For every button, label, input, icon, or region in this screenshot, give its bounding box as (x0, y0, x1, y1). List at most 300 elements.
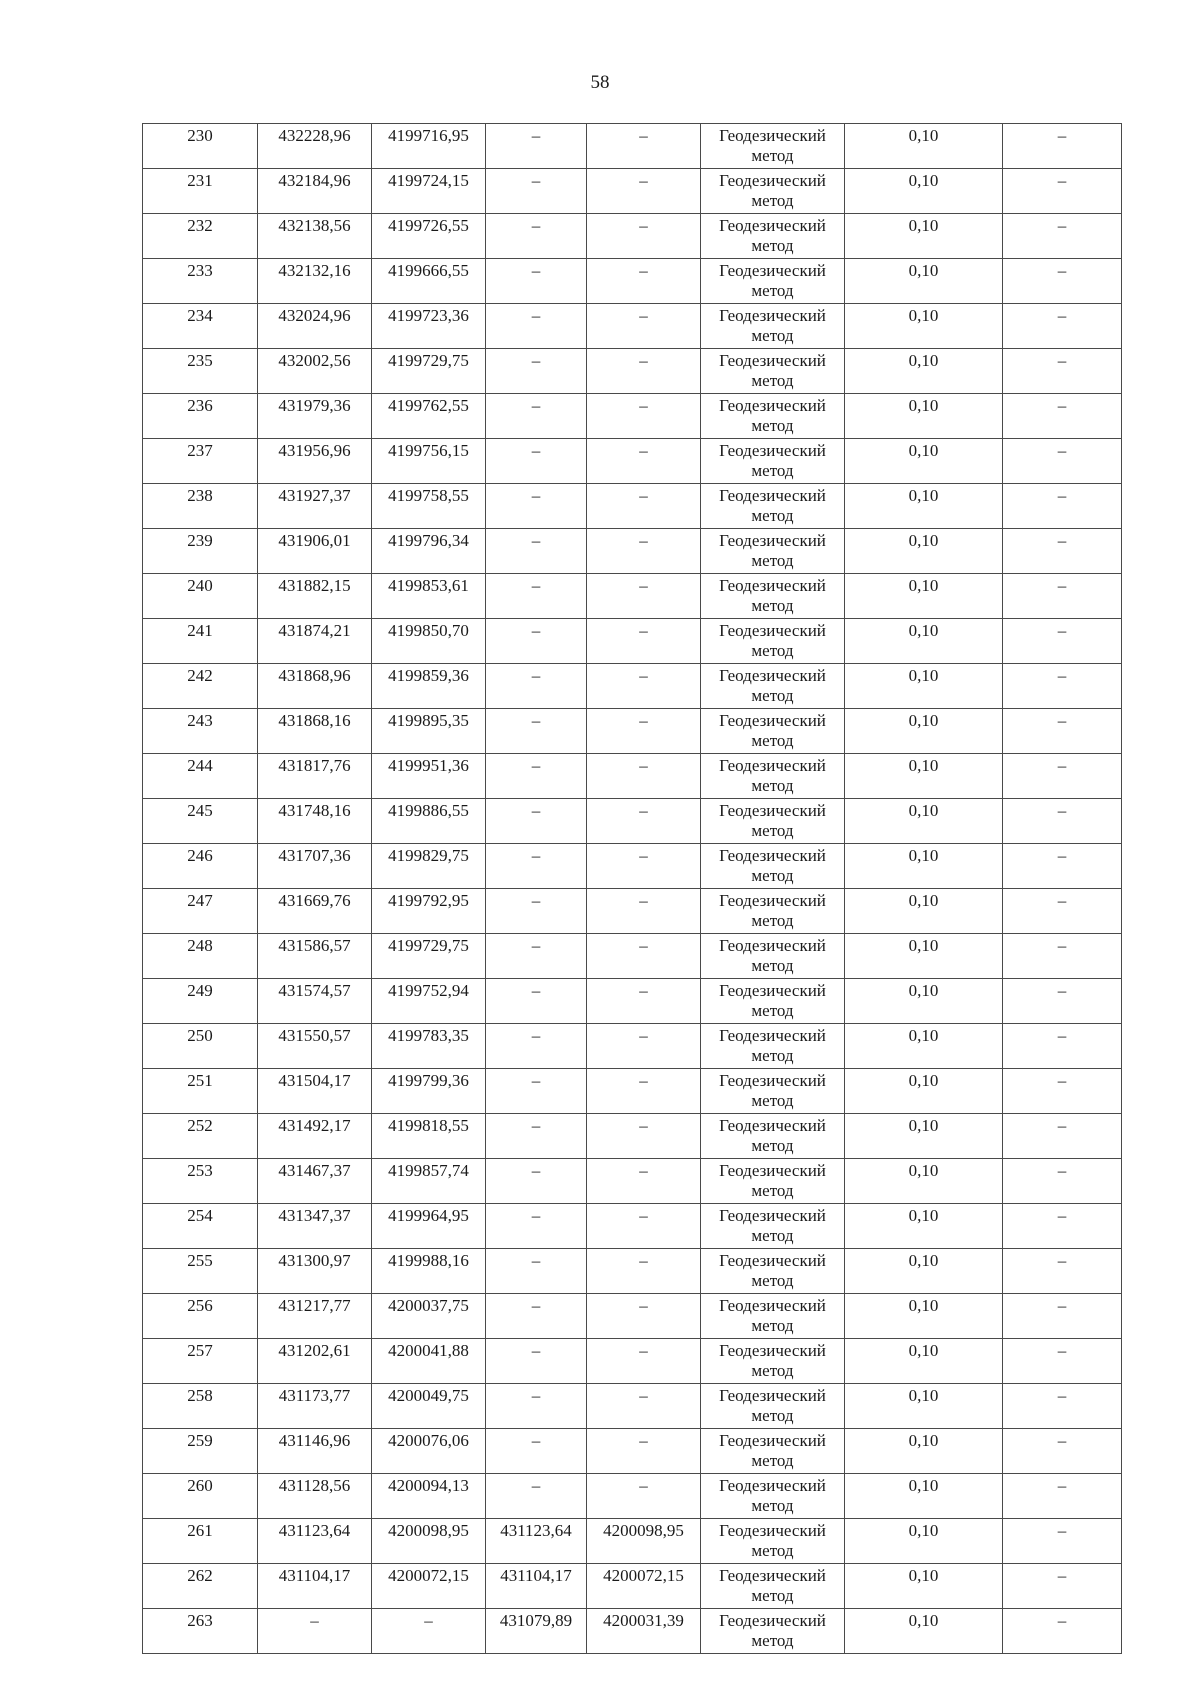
cell-accuracy: 0,10 (845, 754, 1003, 799)
table-row (143, 394, 1122, 439)
cell-x-coordinate-new: – (486, 304, 587, 349)
cell-x-coordinate: 431669,76 (258, 889, 372, 934)
cell-y-coordinate-new: – (587, 934, 701, 979)
table-row (143, 709, 1122, 754)
cell-x-coordinate-new: – (486, 169, 587, 214)
cell-point-number: 255 (143, 1249, 258, 1294)
cell-y-coordinate: 4199859,36 (372, 664, 486, 709)
cell-method: Геодезический метод (701, 1024, 845, 1069)
cell-accuracy: 0,10 (845, 844, 1003, 889)
cell-x-coordinate-new: – (486, 1069, 587, 1114)
cell-note: – (1003, 1474, 1122, 1519)
cell-accuracy: 0,10 (845, 1024, 1003, 1069)
cell-y-coordinate-new: – (587, 1024, 701, 1069)
cell-x-coordinate: 431550,57 (258, 1024, 372, 1069)
table-row (143, 259, 1122, 304)
cell-method: Геодезический метод (701, 709, 845, 754)
cell-x-coordinate-new: – (486, 709, 587, 754)
cell-note: – (1003, 754, 1122, 799)
cell-method: Геодезический метод (701, 1429, 845, 1474)
cell-point-number: 249 (143, 979, 258, 1024)
cell-x-coordinate: 431123,64 (258, 1519, 372, 1564)
cell-y-coordinate: 4199857,74 (372, 1159, 486, 1204)
cell-point-number: 232 (143, 214, 258, 259)
cell-y-coordinate-new: – (587, 664, 701, 709)
table-body (143, 124, 1122, 1654)
cell-method: Геодезический метод (701, 1609, 845, 1654)
cell-y-coordinate: 4199886,55 (372, 799, 486, 844)
cell-point-number: 245 (143, 799, 258, 844)
table-row (143, 124, 1122, 169)
table-row (143, 304, 1122, 349)
cell-note: – (1003, 1159, 1122, 1204)
cell-x-coordinate: 431217,77 (258, 1294, 372, 1339)
cell-x-coordinate-new: – (486, 799, 587, 844)
cell-x-coordinate: 432002,56 (258, 349, 372, 394)
cell-y-coordinate-new: – (587, 1384, 701, 1429)
cell-x-coordinate: 431146,96 (258, 1429, 372, 1474)
cell-note: – (1003, 1024, 1122, 1069)
cell-method: Геодезический метод (701, 214, 845, 259)
cell-y-coordinate: 4200049,75 (372, 1384, 486, 1429)
cell-x-coordinate: 431586,57 (258, 934, 372, 979)
cell-accuracy: 0,10 (845, 1114, 1003, 1159)
cell-method: Геодезический метод (701, 349, 845, 394)
cell-accuracy: 0,10 (845, 1609, 1003, 1654)
cell-x-coordinate-new: – (486, 664, 587, 709)
cell-x-coordinate: – (258, 1609, 372, 1654)
cell-x-coordinate: 432132,16 (258, 259, 372, 304)
cell-note: – (1003, 709, 1122, 754)
cell-y-coordinate-new: 4200098,95 (587, 1519, 701, 1564)
cell-y-coordinate-new: – (587, 1204, 701, 1249)
cell-method: Геодезический метод (701, 1159, 845, 1204)
table-row (143, 1204, 1122, 1249)
table-row (143, 439, 1122, 484)
cell-x-coordinate: 431979,36 (258, 394, 372, 439)
cell-y-coordinate-new: – (587, 1294, 701, 1339)
cell-y-coordinate: 4199829,75 (372, 844, 486, 889)
cell-method: Геодезический метод (701, 169, 845, 214)
cell-note: – (1003, 349, 1122, 394)
cell-accuracy: 0,10 (845, 124, 1003, 169)
cell-method: Геодезический метод (701, 1519, 845, 1564)
cell-x-coordinate-new: – (486, 1339, 587, 1384)
cell-method: Геодезический метод (701, 754, 845, 799)
table-row (143, 214, 1122, 259)
cell-y-coordinate: 4199818,55 (372, 1114, 486, 1159)
cell-accuracy: 0,10 (845, 214, 1003, 259)
cell-point-number: 259 (143, 1429, 258, 1474)
cell-method: Геодезический метод (701, 529, 845, 574)
cell-method: Геодезический метод (701, 1114, 845, 1159)
cell-point-number: 236 (143, 394, 258, 439)
cell-accuracy: 0,10 (845, 1564, 1003, 1609)
table-row (143, 1294, 1122, 1339)
cell-x-coordinate-new: – (486, 394, 587, 439)
table-row (143, 1519, 1122, 1564)
cell-method: Геодезический метод (701, 484, 845, 529)
cell-method: Геодезический метод (701, 574, 845, 619)
cell-x-coordinate: 432024,96 (258, 304, 372, 349)
table-row (143, 934, 1122, 979)
cell-accuracy: 0,10 (845, 259, 1003, 304)
page-number: 58 (590, 72, 610, 93)
cell-accuracy: 0,10 (845, 619, 1003, 664)
cell-note: – (1003, 1114, 1122, 1159)
cell-method: Геодезический метод (701, 664, 845, 709)
cell-note: – (1003, 574, 1122, 619)
cell-y-coordinate: 4199723,36 (372, 304, 486, 349)
cell-note: – (1003, 1339, 1122, 1384)
table-row (143, 1114, 1122, 1159)
cell-x-coordinate: 431128,56 (258, 1474, 372, 1519)
cell-method: Геодезический метод (701, 124, 845, 169)
cell-accuracy: 0,10 (845, 1249, 1003, 1294)
cell-point-number: 231 (143, 169, 258, 214)
cell-y-coordinate: 4199799,36 (372, 1069, 486, 1114)
cell-note: – (1003, 979, 1122, 1024)
cell-x-coordinate: 431574,57 (258, 979, 372, 1024)
table-row (143, 889, 1122, 934)
table-row (143, 754, 1122, 799)
cell-point-number: 239 (143, 529, 258, 574)
cell-method: Геодезический метод (701, 844, 845, 889)
cell-accuracy: 0,10 (845, 934, 1003, 979)
cell-point-number: 254 (143, 1204, 258, 1249)
cell-x-coordinate: 431347,37 (258, 1204, 372, 1249)
cell-y-coordinate: 4199964,95 (372, 1204, 486, 1249)
cell-y-coordinate: 4199783,35 (372, 1024, 486, 1069)
cell-y-coordinate: 4199796,34 (372, 529, 486, 574)
cell-y-coordinate: 4199716,95 (372, 124, 486, 169)
cell-point-number: 251 (143, 1069, 258, 1114)
cell-note: – (1003, 124, 1122, 169)
cell-x-coordinate-new: – (486, 754, 587, 799)
cell-note: – (1003, 619, 1122, 664)
cell-method: Геодезический метод (701, 1384, 845, 1429)
cell-accuracy: 0,10 (845, 709, 1003, 754)
cell-y-coordinate-new: – (587, 439, 701, 484)
cell-y-coordinate-new: – (587, 709, 701, 754)
cell-method: Геодезический метод (701, 979, 845, 1024)
cell-x-coordinate: 432138,56 (258, 214, 372, 259)
cell-point-number: 261 (143, 1519, 258, 1564)
cell-x-coordinate: 431173,77 (258, 1384, 372, 1429)
cell-point-number: 240 (143, 574, 258, 619)
cell-y-coordinate: 4200072,15 (372, 1564, 486, 1609)
cell-point-number: 244 (143, 754, 258, 799)
cell-x-coordinate-new: – (486, 529, 587, 574)
cell-x-coordinate: 431817,76 (258, 754, 372, 799)
cell-x-coordinate: 432184,96 (258, 169, 372, 214)
cell-point-number: 258 (143, 1384, 258, 1429)
cell-x-coordinate: 431927,37 (258, 484, 372, 529)
cell-x-coordinate-new: – (486, 349, 587, 394)
table-row (143, 1564, 1122, 1609)
cell-y-coordinate-new: – (587, 124, 701, 169)
cell-accuracy: 0,10 (845, 1339, 1003, 1384)
cell-x-coordinate-new: – (486, 214, 587, 259)
cell-point-number: 230 (143, 124, 258, 169)
cell-y-coordinate: 4199988,16 (372, 1249, 486, 1294)
cell-x-coordinate-new: – (486, 844, 587, 889)
table-row (143, 1249, 1122, 1294)
cell-accuracy: 0,10 (845, 394, 1003, 439)
cell-y-coordinate: 4200094,13 (372, 1474, 486, 1519)
cell-method: Геодезический метод (701, 1294, 845, 1339)
cell-method: Геодезический метод (701, 619, 845, 664)
table-row (143, 349, 1122, 394)
cell-note: – (1003, 214, 1122, 259)
cell-accuracy: 0,10 (845, 574, 1003, 619)
cell-method: Геодезический метод (701, 889, 845, 934)
cell-method: Геодезический метод (701, 1339, 845, 1384)
cell-point-number: 235 (143, 349, 258, 394)
cell-x-coordinate-new: – (486, 574, 587, 619)
cell-accuracy: 0,10 (845, 664, 1003, 709)
cell-y-coordinate: 4199752,94 (372, 979, 486, 1024)
cell-note: – (1003, 1384, 1122, 1429)
cell-method: Геодезический метод (701, 934, 845, 979)
cell-y-coordinate-new: – (587, 889, 701, 934)
cell-accuracy: 0,10 (845, 484, 1003, 529)
cell-accuracy: 0,10 (845, 979, 1003, 1024)
cell-point-number: 253 (143, 1159, 258, 1204)
cell-y-coordinate-new: – (587, 304, 701, 349)
cell-x-coordinate-new: – (486, 259, 587, 304)
table-row (143, 799, 1122, 844)
cell-method: Геодезический метод (701, 1564, 845, 1609)
cell-y-coordinate-new: – (587, 1474, 701, 1519)
cell-note: – (1003, 1069, 1122, 1114)
coordinates-table (142, 123, 1122, 1654)
cell-y-coordinate-new: 4200072,15 (587, 1564, 701, 1609)
cell-y-coordinate-new: – (587, 349, 701, 394)
cell-point-number: 233 (143, 259, 258, 304)
cell-y-coordinate: 4199895,35 (372, 709, 486, 754)
cell-accuracy: 0,10 (845, 1294, 1003, 1339)
cell-accuracy: 0,10 (845, 529, 1003, 574)
table-row (143, 574, 1122, 619)
cell-accuracy: 0,10 (845, 349, 1003, 394)
cell-note: – (1003, 1204, 1122, 1249)
cell-x-coordinate: 431874,21 (258, 619, 372, 664)
cell-accuracy: 0,10 (845, 169, 1003, 214)
table-row (143, 169, 1122, 214)
cell-y-coordinate-new: – (587, 1069, 701, 1114)
cell-accuracy: 0,10 (845, 889, 1003, 934)
cell-note: – (1003, 529, 1122, 574)
cell-x-coordinate-new: – (486, 1024, 587, 1069)
cell-point-number: 262 (143, 1564, 258, 1609)
cell-y-coordinate-new: – (587, 484, 701, 529)
table-row (143, 484, 1122, 529)
cell-accuracy: 0,10 (845, 1474, 1003, 1519)
table-row (143, 529, 1122, 574)
table-row (143, 1159, 1122, 1204)
cell-x-coordinate: 431868,16 (258, 709, 372, 754)
cell-y-coordinate-new: 4200031,39 (587, 1609, 701, 1654)
cell-method: Геодезический метод (701, 259, 845, 304)
cell-x-coordinate-new: – (486, 1249, 587, 1294)
cell-note: – (1003, 934, 1122, 979)
cell-note: – (1003, 1609, 1122, 1654)
cell-y-coordinate-new: – (587, 799, 701, 844)
cell-y-coordinate: 4199666,55 (372, 259, 486, 304)
cell-x-coordinate: 431868,96 (258, 664, 372, 709)
cell-note: – (1003, 169, 1122, 214)
cell-point-number: 257 (143, 1339, 258, 1384)
table-row (143, 1474, 1122, 1519)
cell-point-number: 246 (143, 844, 258, 889)
cell-x-coordinate-new: – (486, 1384, 587, 1429)
cell-x-coordinate: 431492,17 (258, 1114, 372, 1159)
table-row (143, 844, 1122, 889)
cell-point-number: 256 (143, 1294, 258, 1339)
cell-y-coordinate: 4199762,55 (372, 394, 486, 439)
cell-y-coordinate: 4199758,55 (372, 484, 486, 529)
cell-y-coordinate-new: – (587, 844, 701, 889)
cell-y-coordinate: 4200037,75 (372, 1294, 486, 1339)
cell-note: – (1003, 304, 1122, 349)
table-row (143, 1024, 1122, 1069)
cell-accuracy: 0,10 (845, 439, 1003, 484)
cell-x-coordinate-new: – (486, 1159, 587, 1204)
cell-y-coordinate: 4200041,88 (372, 1339, 486, 1384)
cell-x-coordinate-new: – (486, 1114, 587, 1159)
cell-y-coordinate: 4199729,75 (372, 934, 486, 979)
cell-x-coordinate: 432228,96 (258, 124, 372, 169)
cell-y-coordinate-new: – (587, 214, 701, 259)
cell-note: – (1003, 259, 1122, 304)
cell-y-coordinate: 4199726,55 (372, 214, 486, 259)
cell-y-coordinate-new: – (587, 754, 701, 799)
cell-x-coordinate-new: 431104,17 (486, 1564, 587, 1609)
cell-y-coordinate-new: – (587, 1114, 701, 1159)
cell-point-number: 238 (143, 484, 258, 529)
cell-note: – (1003, 799, 1122, 844)
table-row (143, 664, 1122, 709)
cell-accuracy: 0,10 (845, 1204, 1003, 1249)
cell-note: – (1003, 439, 1122, 484)
table-row (143, 1384, 1122, 1429)
table-row (143, 1609, 1122, 1654)
cell-accuracy: 0,10 (845, 1384, 1003, 1429)
cell-y-coordinate-new: – (587, 169, 701, 214)
cell-x-coordinate-new: – (486, 979, 587, 1024)
cell-x-coordinate-new: – (486, 484, 587, 529)
cell-point-number: 250 (143, 1024, 258, 1069)
cell-note: – (1003, 1519, 1122, 1564)
cell-point-number: 237 (143, 439, 258, 484)
cell-x-coordinate: 431956,96 (258, 439, 372, 484)
cell-note: – (1003, 1294, 1122, 1339)
cell-method: Геодезический метод (701, 304, 845, 349)
cell-method: Геодезический метод (701, 439, 845, 484)
cell-x-coordinate-new: 431079,89 (486, 1609, 587, 1654)
cell-accuracy: 0,10 (845, 1159, 1003, 1204)
cell-x-coordinate-new: – (486, 1429, 587, 1474)
cell-accuracy: 0,10 (845, 1519, 1003, 1564)
cell-note: – (1003, 664, 1122, 709)
cell-point-number: 260 (143, 1474, 258, 1519)
cell-point-number: 241 (143, 619, 258, 664)
cell-x-coordinate: 431104,17 (258, 1564, 372, 1609)
cell-x-coordinate: 431467,37 (258, 1159, 372, 1204)
cell-accuracy: 0,10 (845, 799, 1003, 844)
cell-y-coordinate-new: – (587, 1249, 701, 1294)
cell-x-coordinate-new: 431123,64 (486, 1519, 587, 1564)
cell-method: Геодезический метод (701, 799, 845, 844)
cell-y-coordinate-new: – (587, 259, 701, 304)
table-row (143, 1429, 1122, 1474)
cell-x-coordinate-new: – (486, 1474, 587, 1519)
cell-x-coordinate: 431906,01 (258, 529, 372, 574)
cell-note: – (1003, 844, 1122, 889)
cell-point-number: 234 (143, 304, 258, 349)
cell-y-coordinate: 4199850,70 (372, 619, 486, 664)
cell-point-number: 248 (143, 934, 258, 979)
cell-method: Геодезический метод (701, 1204, 845, 1249)
cell-y-coordinate-new: – (587, 394, 701, 439)
cell-y-coordinate: 4200076,06 (372, 1429, 486, 1474)
cell-y-coordinate-new: – (587, 574, 701, 619)
cell-x-coordinate-new: – (486, 934, 587, 979)
cell-note: – (1003, 889, 1122, 934)
cell-note: – (1003, 1429, 1122, 1474)
cell-y-coordinate: 4199853,61 (372, 574, 486, 619)
cell-method: Геодезический метод (701, 1249, 845, 1294)
cell-y-coordinate-new: – (587, 1159, 701, 1204)
cell-x-coordinate-new: – (486, 889, 587, 934)
cell-y-coordinate: 4200098,95 (372, 1519, 486, 1564)
cell-point-number: 263 (143, 1609, 258, 1654)
cell-x-coordinate-new: – (486, 439, 587, 484)
cell-y-coordinate: – (372, 1609, 486, 1654)
cell-y-coordinate: 4199729,75 (372, 349, 486, 394)
cell-point-number: 252 (143, 1114, 258, 1159)
cell-y-coordinate-new: – (587, 619, 701, 664)
cell-x-coordinate: 431202,61 (258, 1339, 372, 1384)
cell-accuracy: 0,10 (845, 304, 1003, 349)
cell-point-number: 242 (143, 664, 258, 709)
table-row (143, 979, 1122, 1024)
cell-y-coordinate-new: – (587, 979, 701, 1024)
cell-x-coordinate: 431748,16 (258, 799, 372, 844)
cell-y-coordinate-new: – (587, 1339, 701, 1384)
table-row (143, 1069, 1122, 1114)
cell-x-coordinate: 431300,97 (258, 1249, 372, 1294)
cell-x-coordinate: 431707,36 (258, 844, 372, 889)
cell-method: Геодезический метод (701, 394, 845, 439)
cell-method: Геодезический метод (701, 1069, 845, 1114)
cell-note: – (1003, 394, 1122, 439)
cell-accuracy: 0,10 (845, 1069, 1003, 1114)
cell-y-coordinate: 4199792,95 (372, 889, 486, 934)
cell-y-coordinate-new: – (587, 1429, 701, 1474)
cell-note: – (1003, 1564, 1122, 1609)
table-row (143, 619, 1122, 664)
table-row (143, 1339, 1122, 1384)
cell-x-coordinate: 431504,17 (258, 1069, 372, 1114)
cell-x-coordinate-new: – (486, 1204, 587, 1249)
cell-note: – (1003, 1249, 1122, 1294)
cell-x-coordinate-new: – (486, 619, 587, 664)
cell-y-coordinate-new: – (587, 529, 701, 574)
cell-point-number: 243 (143, 709, 258, 754)
cell-point-number: 247 (143, 889, 258, 934)
